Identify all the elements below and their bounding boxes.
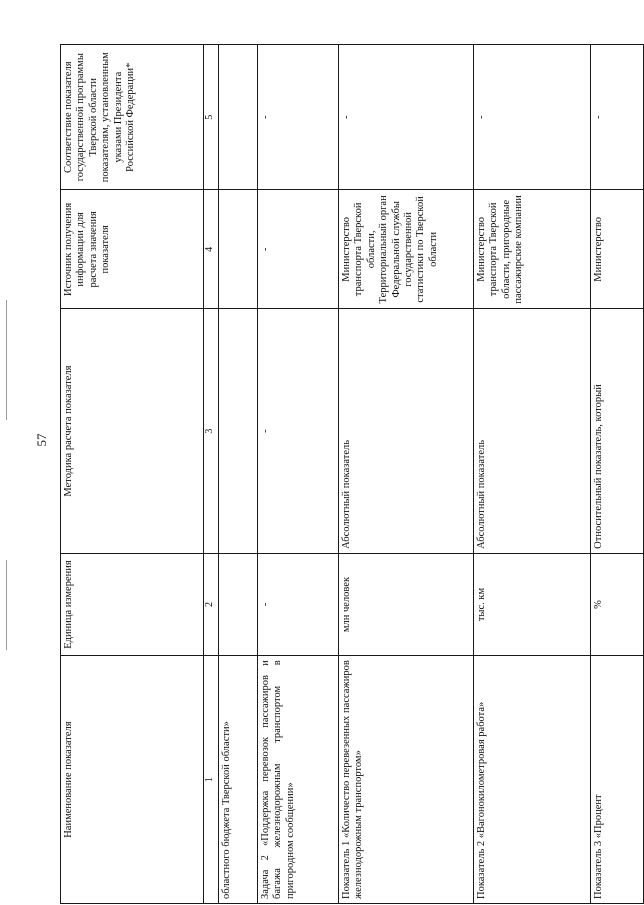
header-name: Наименование показателя [61,656,204,904]
cell-method: Относительный показатель, который [591,309,644,553]
column-number-row [204,45,219,904]
cell-name: областного бюджета Тверской области» [219,656,258,904]
page-number: 57 [34,433,49,447]
column-number: 1 [204,656,219,904]
cell-name: Показатель 3 «Процент [591,656,644,904]
cell-name: Показатель 1 «Количество перевезенных пассажиров железнодорожным транспортом» [339,656,474,904]
cell-source: Министерство транспорта Тверской области, Территориальный орган Федеральной службы государственной статистики по Тверской области [339,190,474,309]
table-row [219,45,258,904]
table-row [474,45,591,904]
table-row [591,45,644,904]
header-unit: Единица измерения [61,553,204,655]
header-compliance: Соответствие показателя государственной программы Тверской области показателям, установленным указами Президента Российской Федерации* [61,45,204,190]
indicators-table [60,44,644,904]
cell-compliance: - [474,45,591,190]
cell-compliance: - [339,45,474,190]
cell-unit: млн человек [339,553,474,655]
header-source: Источник получения информации для расчета значения показателя [61,190,204,309]
scan-edge-mark [6,300,7,420]
cell-compliance: - [591,45,644,190]
cell-unit: - [258,553,339,655]
column-number: 5 [204,45,219,190]
cell-compliance: - [258,45,339,190]
table-row [339,45,474,904]
scan-edge-mark [6,560,7,650]
cell-method: - [258,309,339,553]
cell-name: Задача 2 «Поддержка перевозок пассажиров и багажа железнодорожным транспортом в пригородном сообщении» [258,656,339,904]
cell-unit: тыс. км [474,553,591,655]
cell-unit: % [591,553,644,655]
cell-source: Министерство транспорта Тверской области, пригородные пассажирские компании [474,190,591,309]
cell-source: - [258,190,339,309]
cell-unit [219,553,258,655]
cell-source: Министерство [591,190,644,309]
table-header-row [61,45,204,904]
column-number: 2 [204,553,219,655]
cell-method: Абсолютный показатель [474,309,591,553]
rotated-page-content [60,44,604,904]
column-number: 4 [204,190,219,309]
table-row [258,45,339,904]
cell-source [219,190,258,309]
cell-method: Абсолютный показатель [339,309,474,553]
cell-compliance [219,45,258,190]
cell-name: Показатель 2 «Вагонокилометровая работа» [474,656,591,904]
cell-method [219,309,258,553]
header-method: Методика расчета показателя [61,309,204,553]
column-number: 3 [204,309,219,553]
